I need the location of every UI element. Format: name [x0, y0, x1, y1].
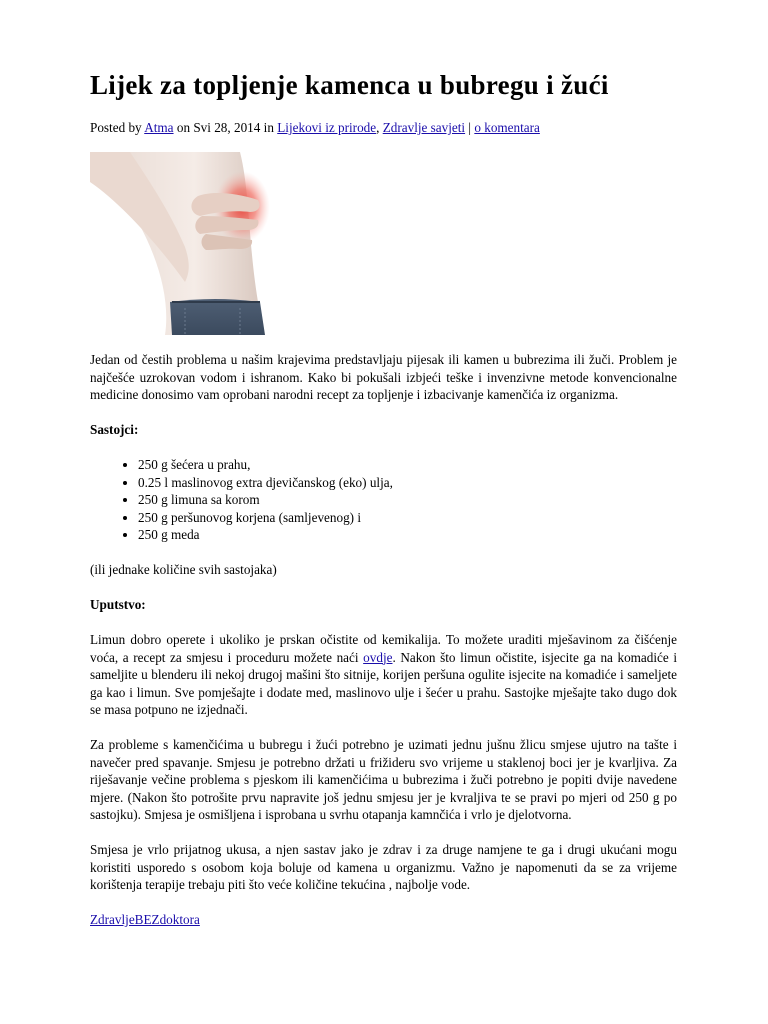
- intro-paragraph: Jedan od čestih problema u našim krajevima predstavljaju pijesak ili kamen u bubrezima ili žuči. Problem je najčešće uzrokovan vodom i ishranom. Kako bi pokušali izbjeći teške i invenzivne metode konvencionalne medicine donosimo vam oprobani narodni recept za topljenje i izbacivanje kamenčića iz organizma.: [90, 352, 677, 402]
- list-item: • 250 g peršunovog korjena (samljevenog) i: [138, 509, 677, 527]
- page-title: Lijek za topljenje kamenca u bubregu i žući: [90, 70, 609, 100]
- back-pain-illustration: [90, 152, 285, 335]
- source-link[interactable]: ZdravljeBEZdoktora: [90, 912, 200, 927]
- category-link-zdravlje[interactable]: Zdravlje savjeti: [382, 120, 466, 135]
- ingredients-list: [90, 456, 677, 544]
- article-body: [90, 351, 677, 929]
- category-link-lijekovi[interactable]: Lijekovi iz prirode: [277, 120, 377, 135]
- post-date: on Svi 28, 2014 in: [176, 120, 274, 135]
- instructions-heading: Uputstvo:: [90, 597, 146, 612]
- list-item: • 250 g šećera u prahu,: [138, 456, 677, 474]
- list-item: • 250 g meda: [138, 526, 677, 544]
- recipe-link-ovdje[interactable]: ovdje: [363, 649, 393, 665]
- instructions-paragraph-3: Smjesa je vrlo prijatnog ukusa, a njen sastav jako je zdrav i za druge namjene te ga i drugi ukućani mogu koristiti usporedo s osobom koja boluje od kamena u organizmu. Važno je napomenuti da se za vrijeme korištenja terapije trebaju piti što veće količine tekućina , najbolje vode.: [90, 842, 677, 892]
- list-item: • 0.25 l maslinovog extra djevičanskog (eko) ulja,: [138, 474, 677, 492]
- comments-link[interactable]: o komentara: [474, 120, 540, 135]
- list-item: • 250 g limuna sa korom: [138, 491, 677, 509]
- posted-by-label: Posted by: [90, 120, 142, 135]
- meta-separator: |: [468, 120, 472, 135]
- instructions-text-1b: . Nakon što limun očistite, isjecite ga na komadiće i sameljite u blenderu ili nekoj drugoj mašini što sitnije, korijen peršuna ogulite isjecite na komadiće i sameljete ga kao i limun. Sve pomješajte i dodate med, maslinovo ulje i šećer u prahu. Sastojke mješajte tako dugo dok se masa potpuno ne izjednači.: [90, 649, 678, 717]
- instructions-text-1a: Limun dobro operete i ukoliko je prskan očistite od kemikalija. To možete uraditi mješavinom za čišćenje voća, a recept za smjesu i proceduru možete naći: [90, 632, 677, 665]
- author-link[interactable]: Atma: [144, 120, 174, 135]
- instructions-paragraph-1: [90, 631, 677, 719]
- ingredients-note: (ili jednake količine svih sastojaka): [90, 562, 277, 577]
- post-meta: [90, 120, 540, 136]
- category-comma: ,: [376, 120, 380, 135]
- back-pain-photo: [90, 152, 285, 335]
- instructions-paragraph-2: Za probleme s kamenčićima u bubregu i žući potrebno je uzimati jednu jušnu žlicu smjese ujutro na tašte i navečer pred spavanje. Smjesu je potrebno držati u frižideru svo vrijeme u staklenoj boci jer je kvarljiva. Za riješavanje večine problema s pjeskom ili kamenčićima u bubrezima i žuči potrebno je popiti dvije navedene mjere. (Nakon što potrošite prvu napravite još jednu smjesu jer je kvraljiva te se pravi po mjeri od 250 g po sastojku). Smjesa je osmišljena i isprobana u svrhu otapanja kamnčića i vrlo je djelotvorna.: [90, 737, 677, 822]
- source-line: [90, 911, 677, 929]
- ingredients-heading: Sastojci:: [90, 422, 139, 437]
